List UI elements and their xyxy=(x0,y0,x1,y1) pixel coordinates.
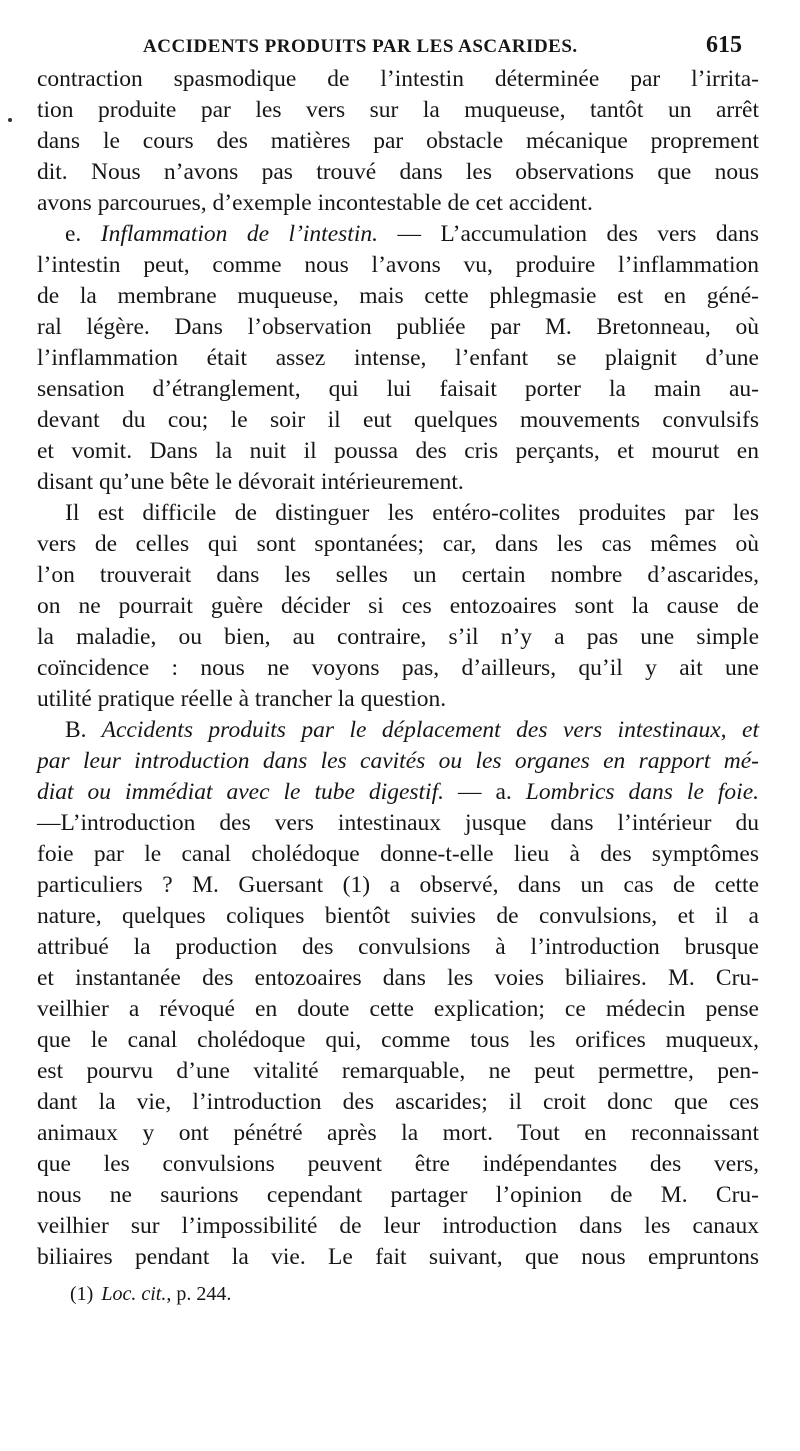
page-number: 615 xyxy=(706,32,742,58)
text-line: sensation d’étranglement, qui lui faisait porter la main au- xyxy=(37,376,759,402)
body-text xyxy=(37,64,759,1273)
section-e-title: Inflammation de l’intestin. xyxy=(100,221,378,247)
text-line: nature, quelques coliques bientôt suivies de convulsions, et il a xyxy=(37,903,759,929)
text-line: particuliers ? M. Guersant (1) a observé, dans un cas de cette xyxy=(37,872,759,898)
text-line: l’on trouverait dans les selles un certain nombre d’ascarides, xyxy=(37,562,759,588)
text-line: est pourvu d’une vitalité remarquable, ne peut permettre, pen- xyxy=(37,1058,759,1084)
footnote-mark: (1) xyxy=(70,1283,94,1305)
footnote-ref: Loc. cit. xyxy=(101,1283,167,1305)
text-line: animaux y ont pénétré après la mort. Tout en reconnaissant xyxy=(37,1120,759,1146)
section-e-dash-text: — L’accumulation des vers dans xyxy=(377,221,760,247)
subsection-a-title: Lombrics dans le foie. xyxy=(525,779,759,805)
page-header xyxy=(0,32,800,64)
text-line: tion produite par les vers sur la muqueuse, tantôt un arrêt xyxy=(37,97,759,123)
text-line: coïncidence : nous ne voyons pas, d’ailleurs, qu’il y ait une xyxy=(37,655,759,681)
text-line: et vomit. Dans la nuit il poussa des cris perçants, et mourut en xyxy=(37,438,759,464)
footnote-page: , p. 244. xyxy=(166,1283,232,1305)
text-line: foie par le canal cholédoque donne-t-elle lieu à des symptômes xyxy=(37,841,759,867)
text-line: on ne pourrait guère décider si ces entozoaires sont la cause de xyxy=(37,593,759,619)
section-B-title-end: diat ou immédiat avec le tube digestif. xyxy=(37,779,444,805)
section-B-title-line: par leur introduction dans les cavités ou les organes en rapport mé- xyxy=(37,748,759,774)
text-line: —L’introduction des vers intestinaux jusque dans l’intérieur du xyxy=(37,810,759,836)
text-line: veilhier a révoqué en doute cette explication; ce médecin pense xyxy=(37,996,759,1022)
section-B-letter: B. xyxy=(65,717,87,743)
text-line: que le canal cholédoque qui, comme tous les orifices muqueux, xyxy=(37,1027,759,1053)
text-line: l’inflammation était assez intense, l’enfant se plaignit d’une xyxy=(37,345,759,371)
margin-mark xyxy=(8,118,12,122)
section-B-title: Accidents produits par le déplacement des vers intestinaux, et xyxy=(101,717,759,743)
text-line: disant qu’une bête le dévorait intérieurement. xyxy=(37,469,464,495)
section-e-letter: e. xyxy=(65,221,82,247)
text-line: que les convulsions peuvent être indépendantes des vers, xyxy=(37,1151,759,1177)
text-line: et instantanée des entozoaires dans les voies biliaires. M. Cru- xyxy=(37,965,759,991)
text-line: la maladie, ou bien, au contraire, s’il n’y a pas une simple xyxy=(37,624,759,650)
text-line: devant du cou; le soir il eut quelques mouvements convulsifs xyxy=(37,407,759,433)
text-line: utilité pratique réelle à trancher la question. xyxy=(37,686,447,712)
footnote xyxy=(70,1283,231,1306)
section-B-heading-line xyxy=(37,715,759,746)
text-line: nous ne saurions cependant partager l’opinion de M. Cru- xyxy=(37,1182,759,1208)
text-line: ral légère. Dans l’observation publiée par M. Bretonneau, où xyxy=(37,314,759,340)
text-line: dit. Nous n’avons pas trouvé dans les observations que nous xyxy=(37,159,759,185)
text-line: dans le cours des matières par obstacle mécanique proprement xyxy=(37,128,759,154)
text-line: de la membrane muqueuse, mais cette phlegmasie est en géné- xyxy=(37,283,759,309)
section-e-heading-line xyxy=(37,219,759,250)
text-line: Il est difficile de distinguer les entéro-colites produites par les xyxy=(65,500,759,526)
text-line: vers de celles qui sont spontanées; car, dans les cas mêmes où xyxy=(37,531,759,557)
text-line: dant la vie, l’introduction des ascarides; il croit donc que ces xyxy=(37,1089,759,1115)
running-head: ACCIDENTS PRODUITS PAR LES ASCARIDES. xyxy=(143,36,578,57)
text-line: avons parcourues, d’exemple incontestable de cet accident. xyxy=(37,190,593,216)
section-B-subheading-line xyxy=(37,777,759,808)
section-B-dash: — a. xyxy=(443,779,526,805)
text-line: contraction spasmodique de l’intestin déterminée par l’irrita- xyxy=(37,66,759,92)
text-line: biliaires pendant la vie. Le fait suivant, que nous empruntons xyxy=(37,1244,759,1270)
text-line: l’intestin peut, comme nous l’avons vu, produire l’inflammation xyxy=(37,252,759,278)
text-line: veilhier sur l’impossibilité de leur introduction dans les canaux xyxy=(37,1213,759,1239)
text-line: attribué la production des convulsions à l’introduction brusque xyxy=(37,934,759,960)
